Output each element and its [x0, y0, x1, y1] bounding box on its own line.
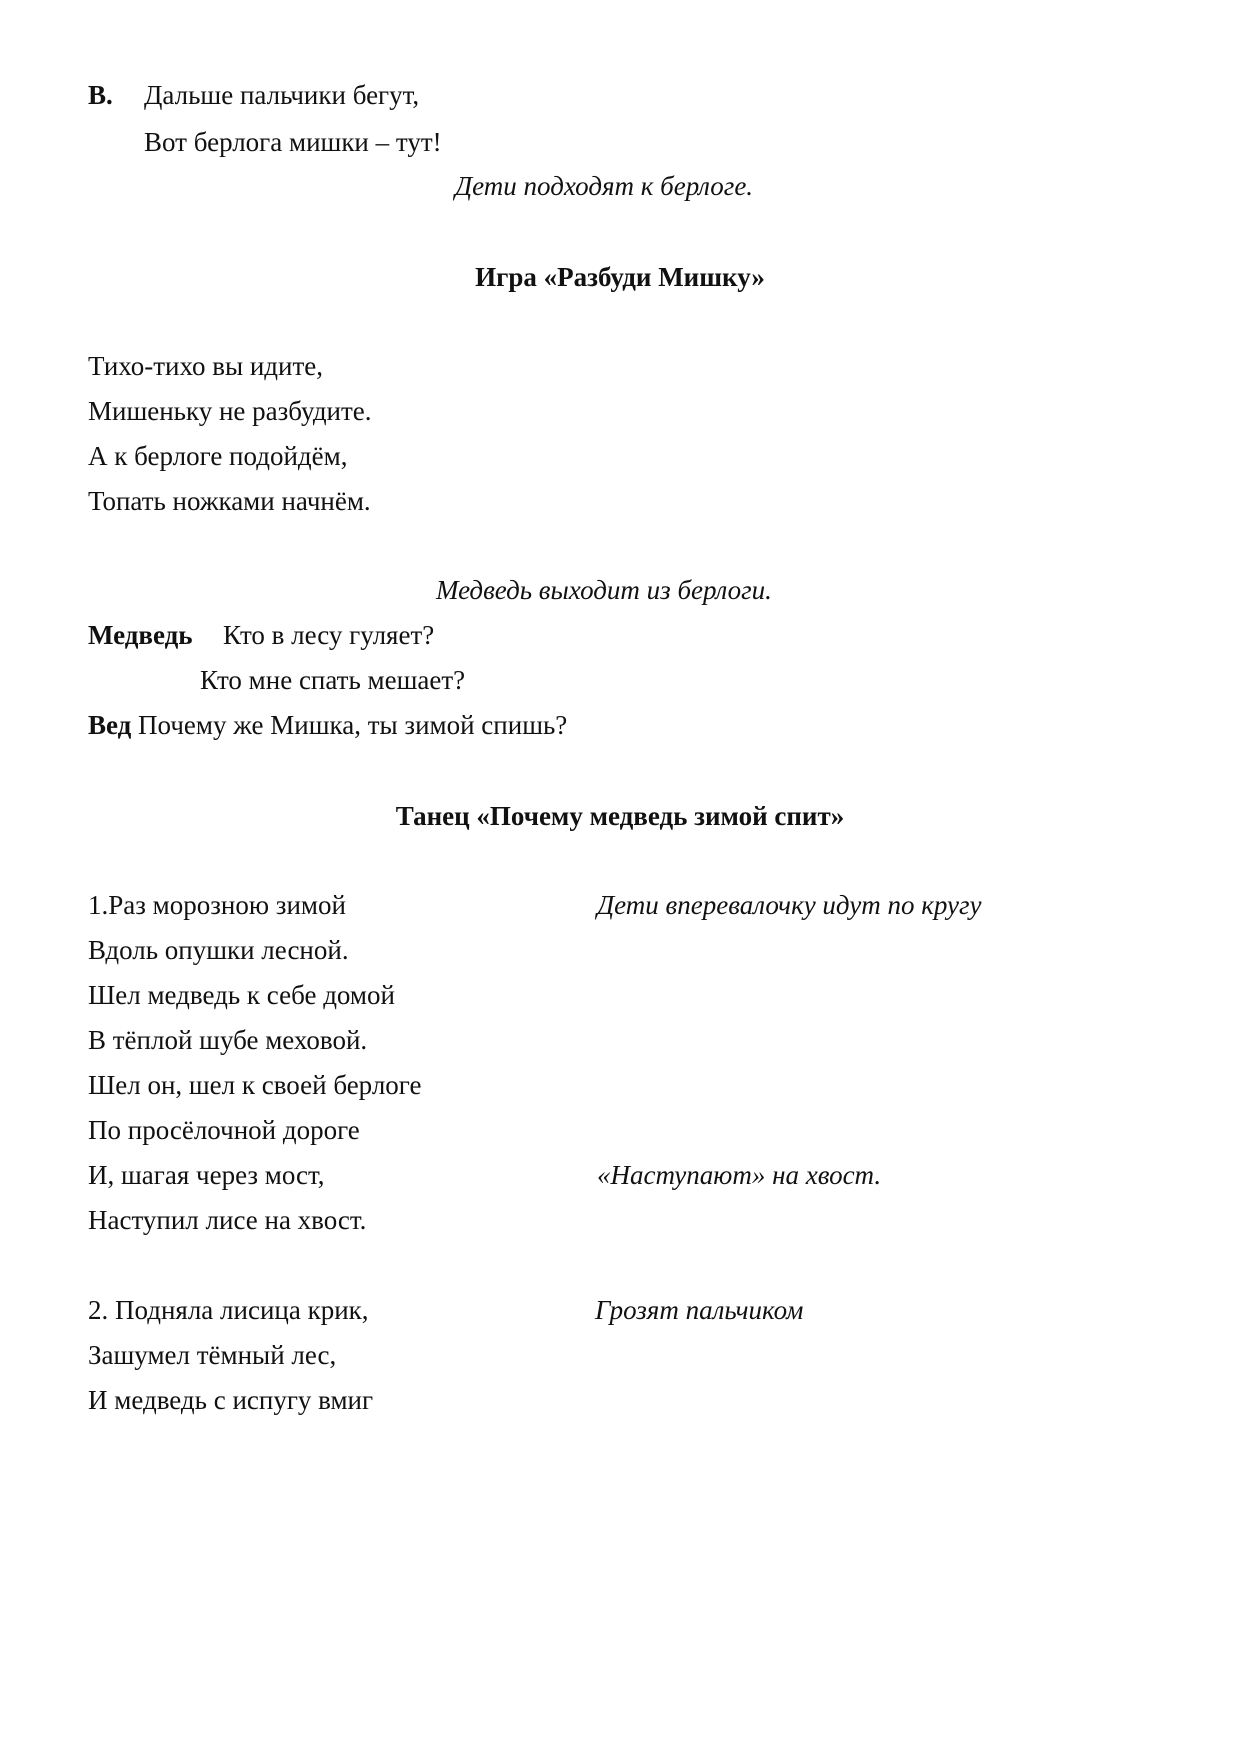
verse-line: Наступил лисе на хвост. — [88, 1205, 367, 1235]
stage-direction: Медведь выходит из берлоги. — [436, 575, 772, 605]
game-title: Игра «Разбуди Мишку» — [475, 262, 765, 292]
speaker-label: В. — [88, 80, 113, 110]
verse-line: Тихо-тихо вы идите, — [88, 351, 324, 381]
verse-line: Шел медведь к себе домой — [88, 980, 395, 1010]
verse-line: Мишеньку не разбудите. — [88, 396, 372, 426]
verse-line: Вот берлога мишки – тут! — [144, 127, 442, 157]
stage-direction: Грозят пальчиком — [595, 1295, 804, 1325]
verse-line: И медведь с испугу вмиг — [88, 1385, 374, 1415]
verse-line: И, шагая через мост, — [88, 1160, 325, 1190]
verse-line: А к берлоге подойдём, — [88, 441, 348, 471]
stage-direction: «Наступают» на хвост. — [597, 1160, 882, 1190]
host-line — [88, 710, 567, 740]
verse-line: Топать ножками начнём. — [88, 486, 371, 516]
dance-title: Танец «Почему медведь зимой спит» — [395, 801, 845, 831]
speaker-label: Вед — [88, 710, 132, 740]
stage-direction: Дети подходят к берлоге. — [455, 171, 754, 201]
speaker-label: Медведь — [88, 620, 193, 650]
verse-line: 1.Раз морозною зимой — [88, 890, 346, 920]
stage-direction: Дети вперевалочку идут по кругу — [597, 890, 982, 920]
verse-line: 2. Подняла лисица крик, — [88, 1295, 369, 1325]
verse-line: Шел он, шел к своей берлоге — [88, 1070, 422, 1100]
verse-text: Почему же Мишка, ты зимой спишь? — [138, 710, 568, 740]
verse-line: В тёплой шубе меховой. — [88, 1025, 368, 1055]
verse-line: Зашумел тёмный лес, — [88, 1340, 337, 1370]
verse-line: По просёлочной дороге — [88, 1115, 360, 1145]
verse-line: Кто мне спать мешает? — [200, 665, 466, 695]
verse-line: Кто в лесу гуляет? — [223, 620, 435, 650]
verse-line: Дальше пальчики бегут, — [144, 80, 420, 110]
verse-line: Вдоль опушки лесной. — [88, 935, 349, 965]
